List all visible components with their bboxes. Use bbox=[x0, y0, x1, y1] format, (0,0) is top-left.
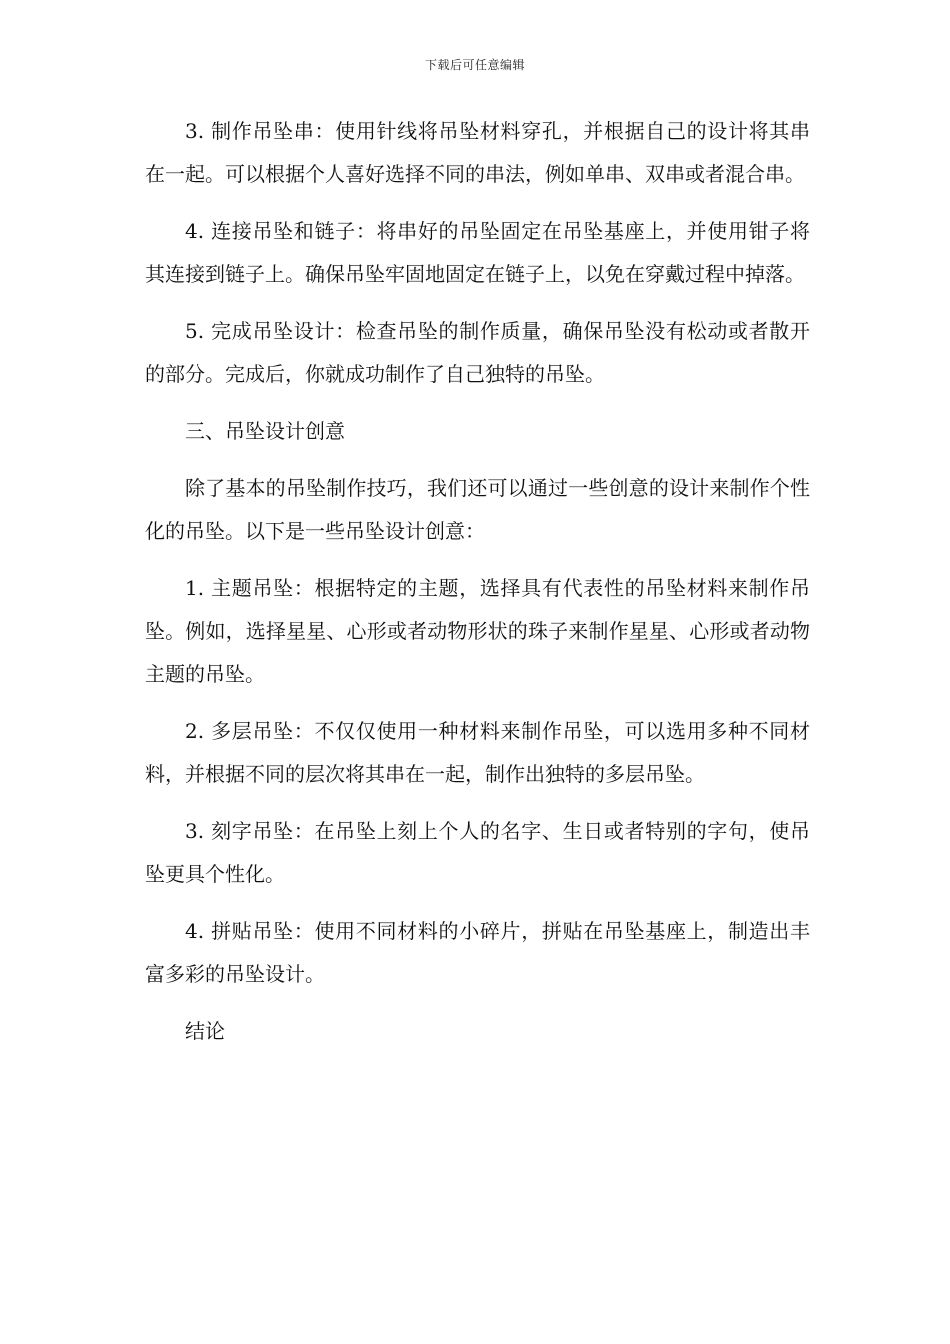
document-body bbox=[145, 110, 810, 1067]
paragraph-intro-ideas: 除了基本的吊坠制作技巧，我们还可以通过一些创意的设计来制作个性化的吊坠。以下是一些吊坠设计创意： bbox=[145, 476, 810, 543]
paragraph-idea-2: 2. 多层吊坠：不仅仅使用一种材料来制作吊坠，可以选用多种不同材料，并根据不同的层次将其串在一起，制作出独特的多层吊坠。 bbox=[145, 719, 810, 786]
paragraph-idea-1: 1. 主题吊坠：根据特定的主题，选择具有代表性的吊坠材料来制作吊坠。例如，选择星星、心形或者动物形状的珠子来制作星星、心形或者动物主题的吊坠。 bbox=[145, 576, 810, 686]
paragraph-step-5: 5. 完成吊坠设计：检查吊坠的制作质量，确保吊坠没有松动或者散开的部分。完成后，你就成功制作了自己独特的吊坠。 bbox=[145, 319, 810, 386]
paragraph-idea-3: 3. 刻字吊坠：在吊坠上刻上个人的名字、生日或者特别的字句，使吊坠更具个性化。 bbox=[145, 819, 810, 886]
paragraph-step-4: 4. 连接吊坠和链子：将串好的吊坠固定在吊坠基座上，并使用钳子将其连接到链子上。确保吊坠牢固地固定在链子上，以免在穿戴过程中掉落。 bbox=[145, 219, 810, 286]
section-heading-design-ideas: 三、吊坠设计创意 bbox=[185, 419, 345, 443]
page-header: 下载后可任意编辑 bbox=[424, 58, 525, 72]
section-heading-conclusion: 结论 bbox=[185, 1019, 225, 1043]
paragraph-idea-4: 4. 拼贴吊坠：使用不同材料的小碎片，拼贴在吊坠基座上，制造出丰富多彩的吊坠设计。 bbox=[145, 919, 810, 986]
paragraph-step-3: 3. 制作吊坠串：使用针线将吊坠材料穿孔，并根据自己的设计将其串在一起。可以根据个人喜好选择不同的串法，例如单串、双串或者混合串。 bbox=[145, 119, 810, 186]
